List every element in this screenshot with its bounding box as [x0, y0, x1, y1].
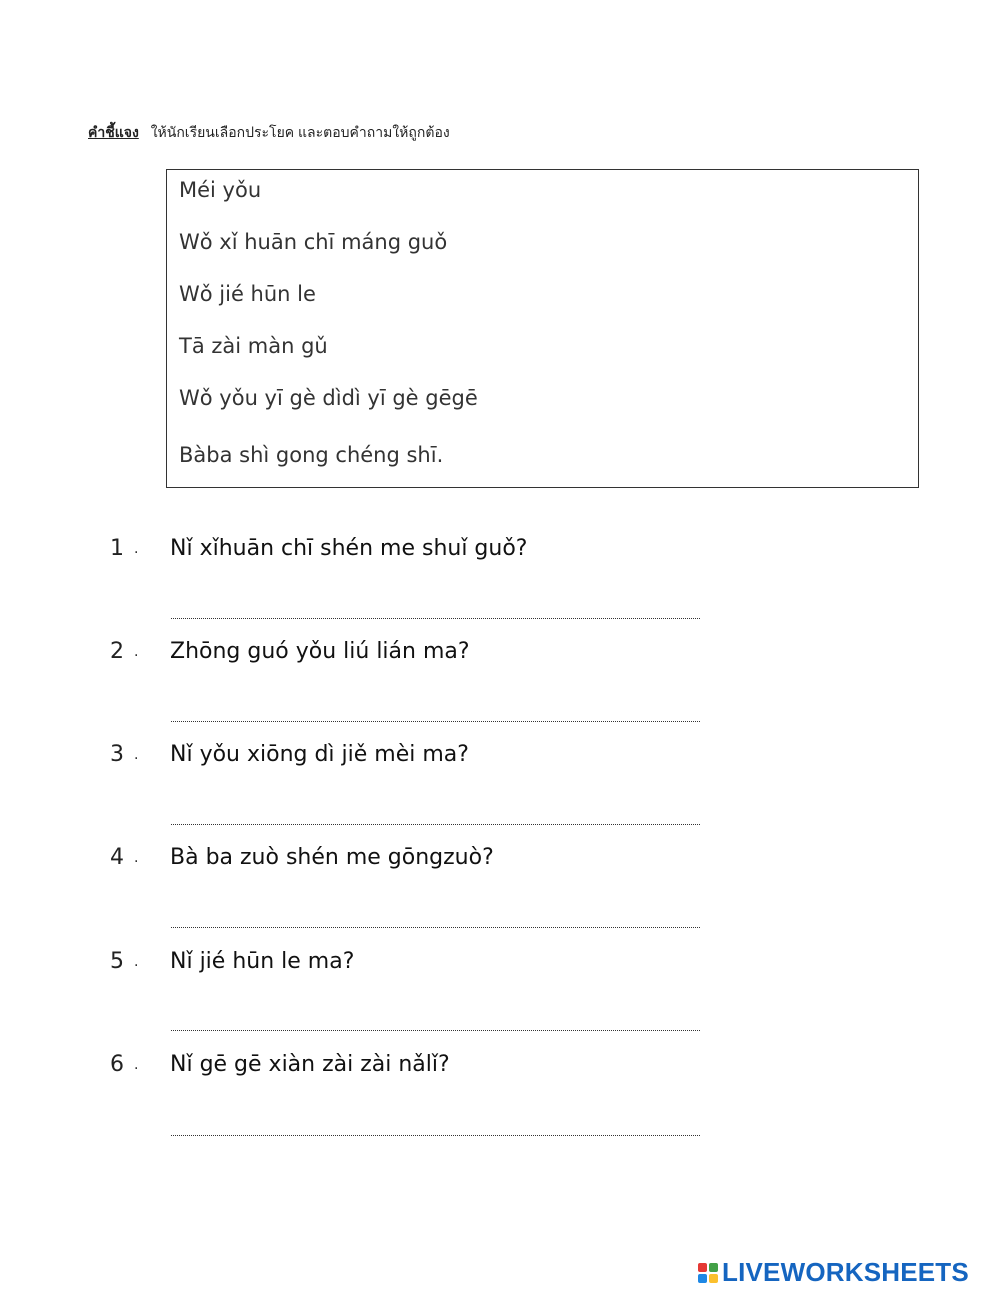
answer-field[interactable] [171, 1030, 700, 1031]
question-text: Nǐ xǐhuān chī shén me shuǐ guǒ? [170, 536, 528, 561]
instructions-text: ให้นักเรียนเลือกประโยค และตอบคำถามให้ถูกต้อง [150, 124, 450, 140]
question-text: Nǐ jié hūn le ma? [170, 949, 355, 974]
logo-blocks-icon [698, 1263, 718, 1283]
question-number: 5 . [110, 949, 139, 974]
answer-field[interactable] [171, 927, 700, 928]
word-bank-option[interactable]: Bàba shì gong chéng shī. [179, 443, 444, 467]
answer-field[interactable] [171, 824, 700, 825]
answer-field[interactable] [171, 1135, 700, 1136]
question-number: 2 . [110, 639, 139, 664]
instructions [88, 122, 450, 144]
word-bank-box [166, 169, 919, 488]
liveworksheets-logo [698, 1257, 969, 1288]
question-number: 3 . [110, 742, 139, 767]
answer-field[interactable] [171, 721, 700, 722]
word-bank-option[interactable]: Tā zài màn gǔ [179, 334, 328, 358]
instructions-label: คำชี้แจง [88, 124, 139, 140]
question-text: Zhōng guó yǒu liú lián ma? [170, 639, 470, 664]
answer-field[interactable] [171, 618, 700, 619]
question-text: Nǐ yǒu xiōng dì jiě mèi ma? [170, 742, 469, 767]
question-number: 1 . [110, 536, 139, 561]
question-text: Nǐ gē gē xiàn zài zài nǎlǐ? [170, 1052, 450, 1077]
word-bank-option[interactable]: Wǒ yǒu yī gè dìdì yī gè gēgē [179, 386, 478, 410]
word-bank-option[interactable]: Méi yǒu [179, 178, 262, 202]
word-bank-option[interactable]: Wǒ xǐ huān chī máng guǒ [179, 230, 448, 254]
question-number: 4 . [110, 845, 139, 870]
word-bank-option[interactable]: Wǒ jié hūn le [179, 282, 316, 306]
question-text: Bà ba zuò shén me gōngzuò? [170, 845, 494, 870]
brand-name: LIVEWORKSHEETS [722, 1257, 969, 1287]
question-number: 6 . [110, 1052, 139, 1077]
